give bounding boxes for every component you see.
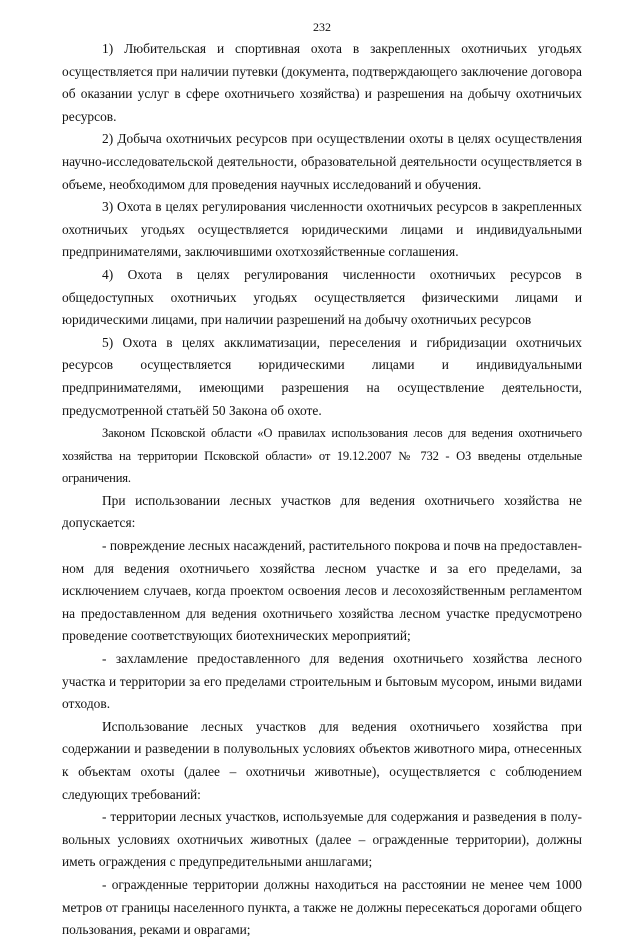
paragraph-requirement-fencing: - территории лесных участков, используемые для содержания и разведения в полувольных условиях охотничьих животных (далее – огражденные территории), должны иметь ограждения с предупредительными аншлагами; (62, 809, 582, 870)
document-page (62, 20, 582, 942)
paragraph-prohibitions-intro: При использовании лесных участков для ведения охотничьего хозяйства не допускается: (62, 492, 582, 531)
paragraph-research-hunting: 2) Добыча охотничьих ресурсов при осуществлении охоты в целях осуществления научно-исследовательской деятельности, образовательной деятельности осуществляется в объеме, необходимом для проведения научных исследований и обучения. (62, 131, 582, 192)
paragraph-prohibition-damage: - повреждение лесных насаждений, растительного покрова и почв на предоставленном для ведения охотничьего хозяйства лесном участке и за его пределами, за исключением случаев, когда проектом освоения лесов и лесохозяйственным регламентом на предоставленном для ведения охотничьего хозяйства лесном участке предусмотрено проведение соответствующих биотехнических мероприятий; (62, 538, 582, 644)
paragraph-regulation-public-grounds: 4) Охота в целях регулирования численности охотничьих ресурсов в общедоступных охотничьих угодьях осуществляется физическими лицами и юридическими лицами, при наличии разрешений на добычу охотничьих ресурсов (62, 266, 582, 328)
paragraph-semi-free-requirements: Использование лесных участков для ведения охотничьего хозяйства при содержании и разведении в полувольных условиях объектов животного мира, отнесенных к объектам охоты (далее – охотничьи животные), осуществляется с соблюдением следующих требований: (62, 718, 582, 802)
paragraph-prohibition-littering: - захламление предоставленного для ведения охотничьего хозяйства лесного участка и территории за его пределами строительным и бытовым мусором, иными видами отходов. (62, 651, 582, 712)
paragraph-acclimatization: 5) Охота в целях акклиматизации, переселения и гибридизации охотничьих ресурсов осуществляется юридическими лицами и индивидуальными предпринимателями, имеющими разрешения на осуществление деятельности, предусмотренной статьёй 50 Закона об охоте. (62, 334, 582, 418)
paragraph-regulation-assigned-grounds: 3) Охота в целях регулирования численности охотничьих ресурсов в закрепленных охотничьих угодьях осуществляется юридическими лицами и индивидуальными предпринимателями, заключившими охотхозяйственные соглашения. (62, 199, 582, 260)
paragraph-requirement-distance: - огражденные территории должны находиться на расстоянии не менее чем 1000 метров от границы населенного пункта, а также не должны пересекаться дорогами общего пользования, реками и оврагами; (62, 876, 582, 938)
paragraph-amateur-hunting: 1) Любительская и спортивная охота в закрепленных охотничьих угодьях осуществляется при наличии путевки (документа, подтверждающего заключение договора об оказании услуг в сфере охотничьего хозяйства) и разрешения на добычу охотничьих ресурсов. (62, 41, 582, 124)
page-number: 232 (313, 20, 331, 34)
paragraph-pskov-law: Законом Псковской области «О правилах использования лесов для ведения охотничьего хозяйства на территории Псковской области» от 19.12.2007 № 732 - ОЗ введены отдельные ограничения. (62, 426, 582, 486)
